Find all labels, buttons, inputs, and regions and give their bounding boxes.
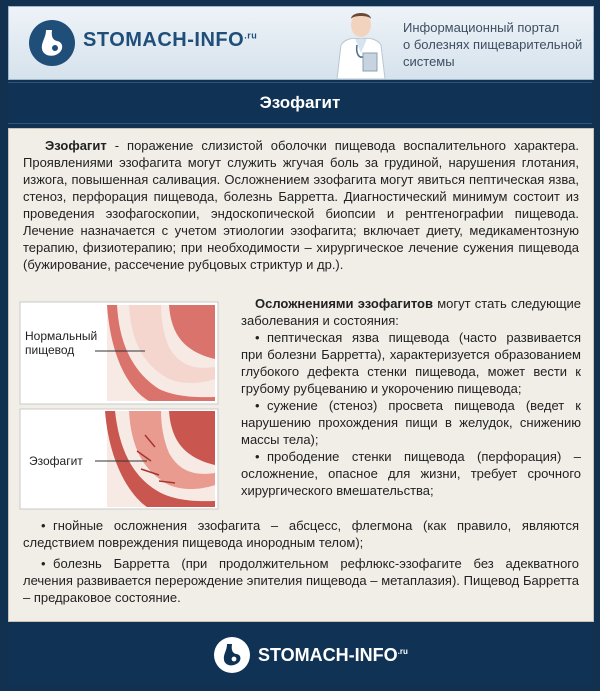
bullet-icon: • (255, 398, 260, 413)
stomach-logo-icon (29, 20, 75, 66)
list-item (23, 555, 579, 606)
complications-bottom-section (23, 517, 579, 610)
bullet-icon: • (255, 449, 260, 464)
header (8, 6, 594, 80)
esophagus-figure (19, 301, 219, 511)
brand-logo-text: STOMACH-$INFO^{.ru}$ (83, 29, 258, 51)
footer-brand-text: STOMACH-$INFO^{.ru}$ (258, 645, 408, 665)
list-item (241, 329, 581, 397)
complications-intro (241, 295, 581, 329)
label-esophagitis: Эзофагит (29, 454, 83, 468)
list-item-text: сужение (стеноз) просвета пищевода (ведет к нарушению прохождения пищи в желудок, снижению массы тела); (241, 398, 581, 447)
intro-term: Эзофагит (45, 138, 107, 153)
complications-list (241, 329, 581, 499)
portal-line: о болезнях пищеварительной (403, 37, 583, 52)
portal-line: системы (403, 54, 455, 69)
list-item (241, 397, 581, 448)
content-panel (8, 128, 594, 622)
portal-description (403, 19, 593, 70)
list-item-text: прободение стенки пищевода (перфорация) – осложнение, опасное для жизни, требует срочного хирургического вмешательства; (241, 449, 581, 498)
label-normal-esophagus (25, 329, 97, 357)
list-item-text: гнойные осложнения эзофагита – абсцесс, флегмона (как правило, являются следствием повреждения пищевода инородным телом); (23, 518, 579, 550)
bullet-icon: • (41, 518, 46, 533)
complications-section (241, 295, 581, 499)
title-bar (8, 82, 592, 124)
doctor-illustration-icon (327, 9, 395, 79)
complications-bottom-list (23, 517, 579, 606)
list-item-text: пептическая язва пищевода (часто развивается при болезни Барретта), характеризуется образованием глубокого дефекта стенки пищевода, может вести к грубому рубцеванию и укорочению пищевода; (241, 330, 581, 396)
bullet-icon: • (255, 330, 260, 345)
bullet-icon: • (41, 556, 46, 571)
stomach-logo-icon (214, 637, 250, 673)
complications-intro-text: могут стать следующие заболевания и состояния: (241, 296, 582, 328)
footer (8, 624, 592, 686)
complications-term: Осложнениями эзофагитов (255, 296, 433, 311)
intro-paragraph (23, 137, 579, 273)
label-line: пищевод (25, 343, 75, 357)
list-item (241, 448, 581, 499)
portal-line: Информационный портал (403, 20, 560, 35)
list-item (23, 517, 579, 551)
label-line: Нормальный (25, 329, 98, 343)
list-item-text: болезнь Барретта (при продолжительном рефлюкс-эзофагите без адекватного лечения развивается перерождение эпителия пищевода – метаплазия). Пищевод Барретта – предраковое состояние. (23, 556, 579, 605)
intro-text: - поражение слизистой оболочки пищевода воспалительного характера. Проявлениями эзофагита могут служить жгучая боль за грудиной, нарушения глотания, изжога, повышенная саливация. Осложнением эзофагита могут явиться пептическая язва, стеноз, перфорация пищевода, болезнь Барретта. Диагностический минимум состоит из проведения эзофагоскопии, эндоскопической биопсии и рентгенографии пищевода. Лечение назначается с учетом этиологии эзофагита; включает диету, медикаментозную терапию, физиотерапию; при необходимости – хирургическое лечение сужения пищевода (бужирование, рассечение рубцовых стриктур и др.). (23, 138, 579, 272)
page-title: Эзофагит (259, 93, 341, 112)
